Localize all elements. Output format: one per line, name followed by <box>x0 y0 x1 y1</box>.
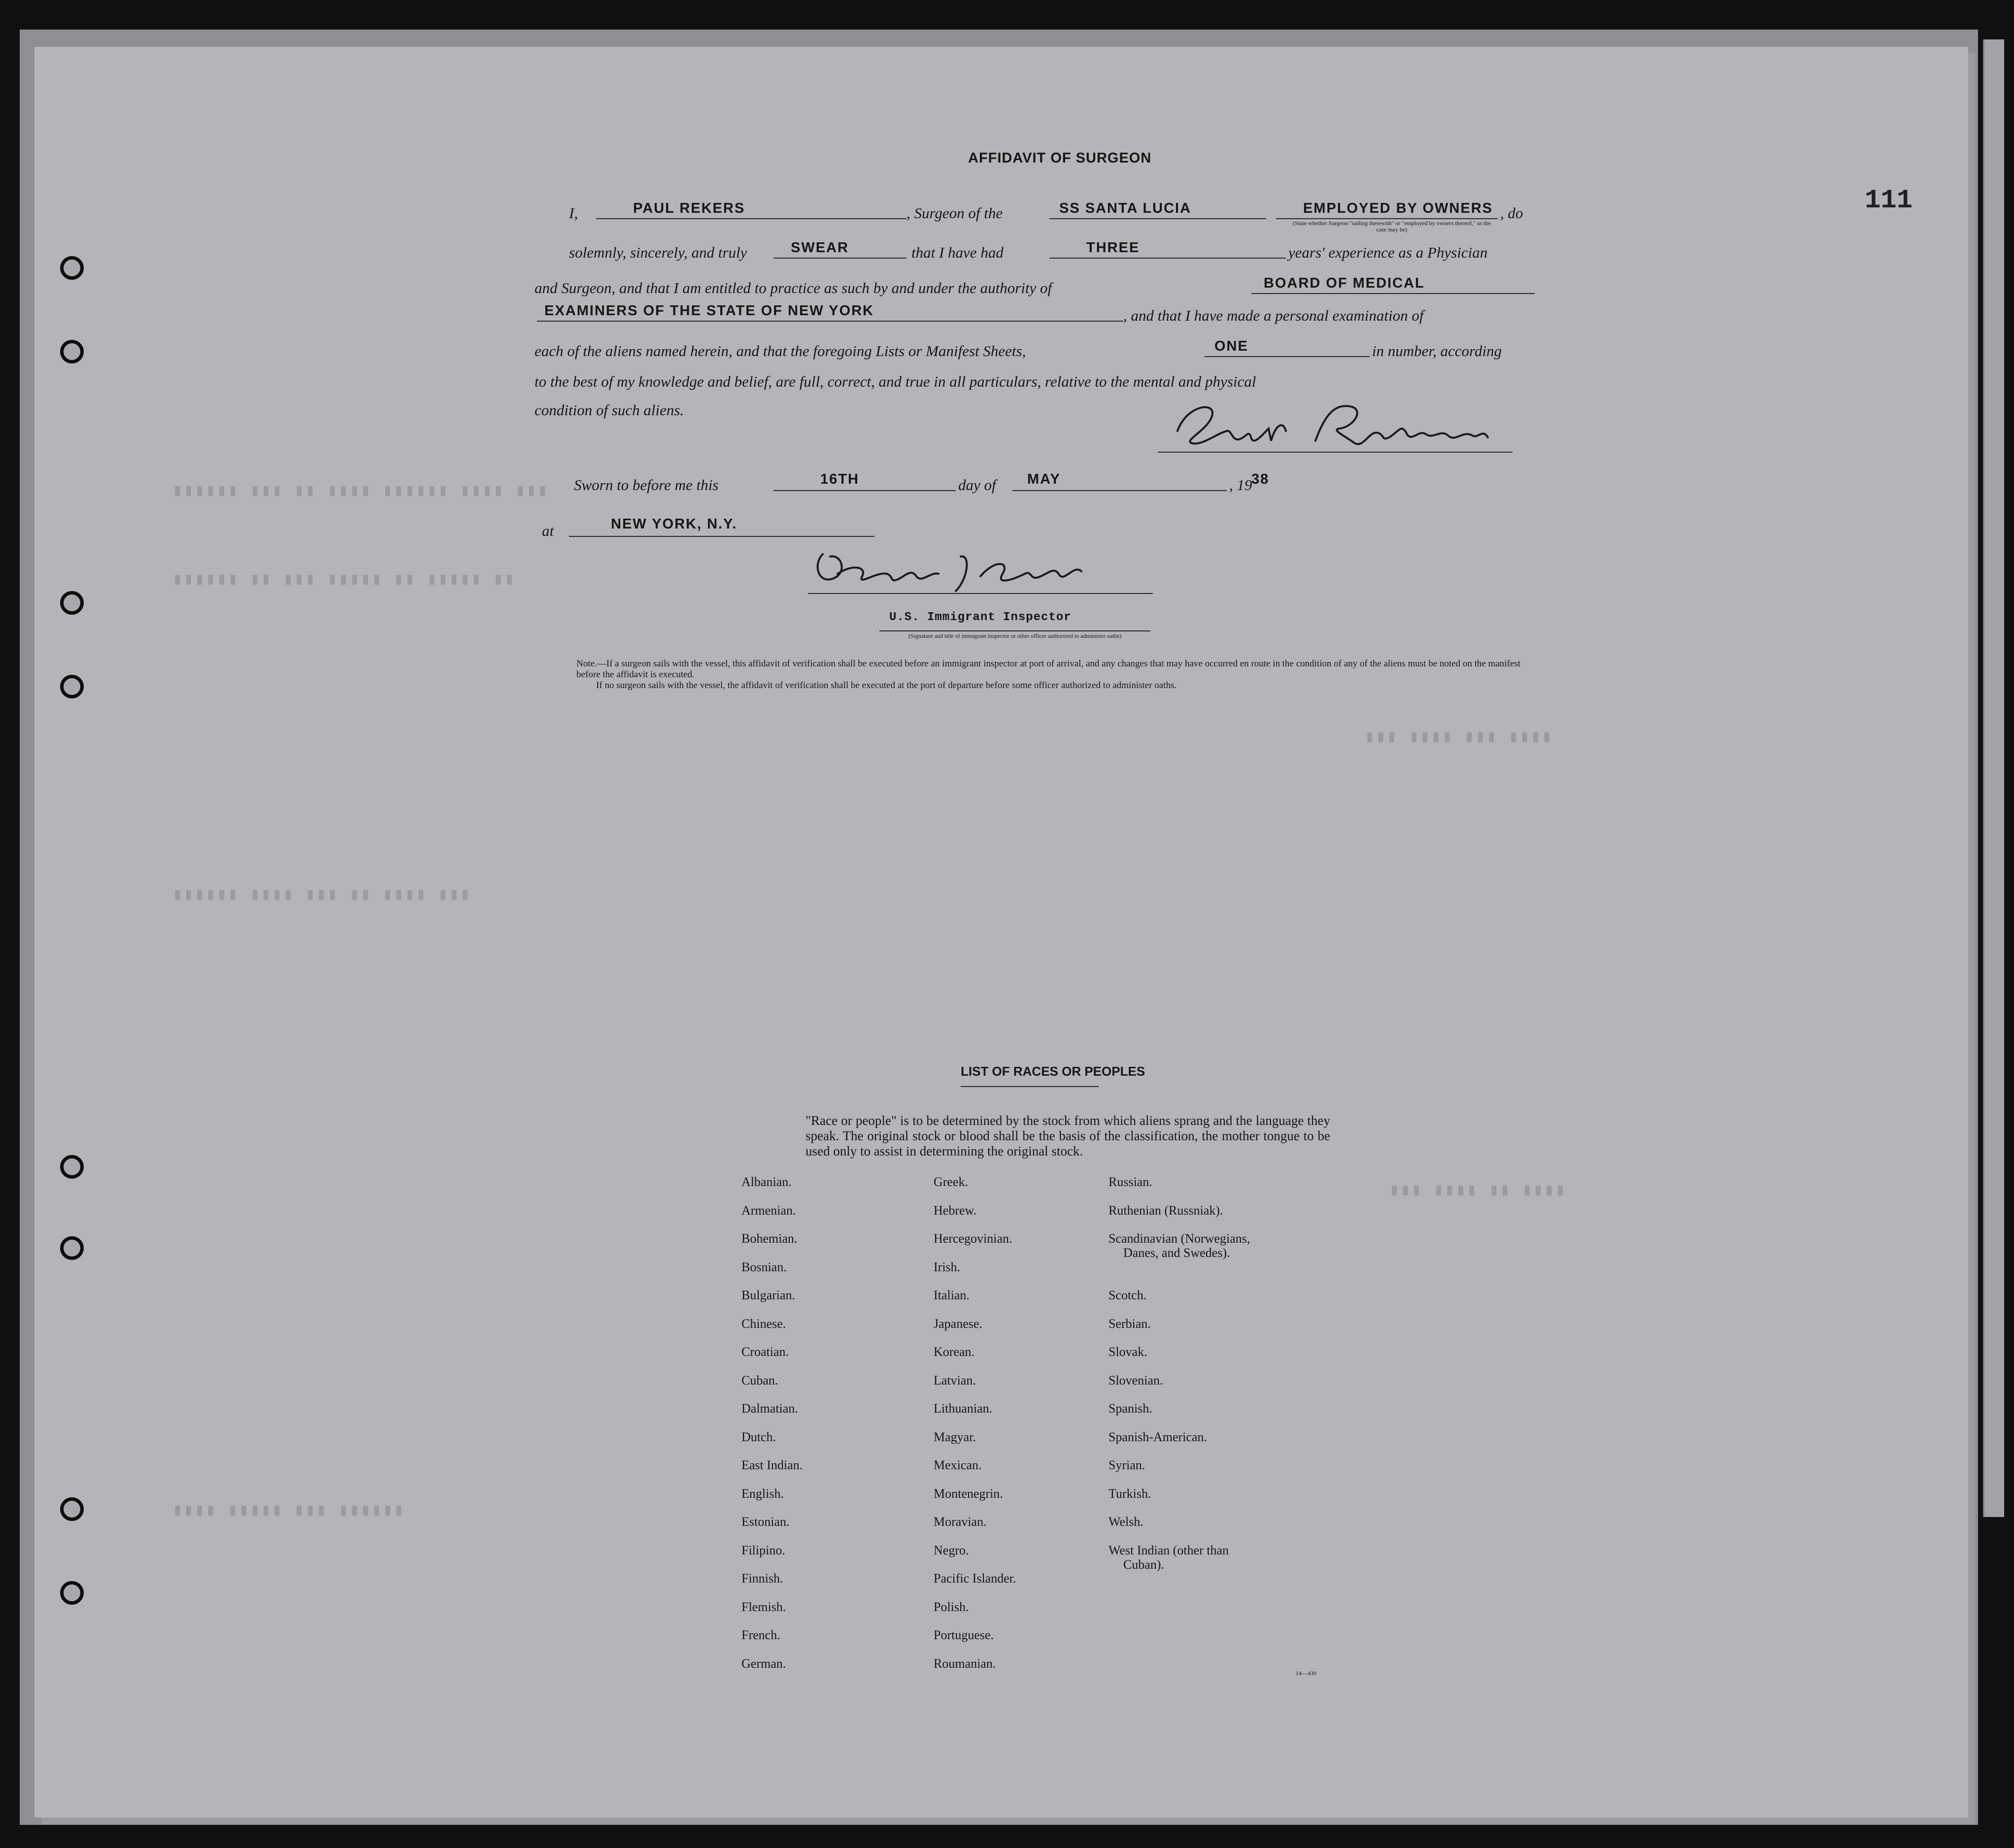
affidavit-text: , do <box>1500 204 1523 222</box>
race-item: Syrian. <box>1108 1458 1145 1472</box>
affidavit-text: day of <box>958 476 996 494</box>
race-item: Montenegrin. <box>934 1486 1003 1501</box>
race-item: Hercegovinian. <box>934 1231 1012 1246</box>
affidavit-text: years' experience as a Physician <box>1288 244 1488 261</box>
affidavit-text: I, <box>569 204 578 222</box>
races-title: LIST OF RACES OR PEOPLES <box>961 1064 1145 1079</box>
race-item: German. <box>741 1656 786 1671</box>
race-item: Danes, and Swedes). <box>1123 1246 1230 1260</box>
bleed-through-row: ▮▮▮▮▮▮ ▮▮▮ ▮▮ ▮▮▮▮ ▮▮▮▮▮▮ ▮▮▮▮ ▮▮▮ <box>172 482 549 501</box>
race-item: Hebrew. <box>934 1203 977 1218</box>
underline <box>879 630 1150 631</box>
race-item: West Indian (other than <box>1108 1543 1229 1557</box>
bleed-through-row: ▮▮▮ ▮▮▮▮ ▮▮ ▮▮▮▮ <box>1389 1182 1567 1200</box>
race-item: Latvian. <box>934 1373 976 1387</box>
sworn-day: 16TH <box>820 471 859 487</box>
affidavit-text: and Surgeon, and that I am entitled to practice as such by and under the authority of <box>535 279 1052 297</box>
binder-hole <box>60 1497 84 1521</box>
affidavit-text: condition of such aliens. <box>535 401 684 419</box>
races-description-text: "Race or people" is to be determined by the stock from which aliens sprang and the language they speak. The original stock or blood shall be the basis of the classification, the mother tongue to be used only to assist in determining the original stock. <box>806 1113 1330 1158</box>
race-item: Ruthenian (Russniak). <box>1108 1203 1223 1218</box>
race-item: Roumanian. <box>934 1656 996 1671</box>
race-item: Scandinavian (Norwegians, <box>1108 1231 1250 1246</box>
underline <box>961 1086 1099 1087</box>
race-item: Mexican. <box>934 1458 982 1472</box>
race-item: Lithuanian. <box>934 1401 993 1416</box>
affidavit-text: Sworn to before me this <box>574 476 719 494</box>
race-item: Spanish-American. <box>1108 1429 1208 1444</box>
authority-line-1: BOARD OF MEDICAL <box>1264 275 1425 291</box>
bleed-through-row: ▮▮▮▮ ▮▮▮▮▮ ▮▮▮ ▮▮▮▮▮▮ <box>172 1502 405 1520</box>
underline <box>596 218 906 219</box>
inspector-title: U.S. Immigrant Inspector <box>889 611 1072 624</box>
employment-instruction: (State whether Surgeon "sailing therewith" or "employed by owners thereof," as the case may be) <box>1293 220 1491 233</box>
race-item: Polish. <box>934 1599 969 1614</box>
affidavit-note <box>576 659 1542 691</box>
race-item: Slovenian. <box>1108 1373 1163 1387</box>
race-item: Magyar. <box>934 1429 976 1444</box>
race-item: Slovak. <box>1108 1345 1147 1359</box>
race-item: Scotch. <box>1108 1288 1147 1302</box>
sheet-count: ONE <box>1214 338 1248 354</box>
page-number: 111 <box>1865 186 1913 216</box>
form-code: 14—430 <box>1296 1670 1316 1677</box>
races-column-3 <box>1108 1175 1250 1585</box>
underline <box>1276 218 1498 219</box>
race-item: Dalmatian. <box>741 1401 798 1416</box>
race-item: Turkish. <box>1108 1486 1151 1501</box>
bleed-through-row: ▮▮▮▮▮▮ ▮▮▮▮ ▮▮▮ ▮▮ ▮▮▮▮ ▮▮▮ <box>172 886 471 905</box>
underline <box>1049 258 1286 259</box>
race-item: Dutch. <box>741 1429 776 1444</box>
race-item: Greek. <box>934 1175 969 1189</box>
race-item: Estonian. <box>741 1515 790 1529</box>
binder-hole <box>60 256 84 280</box>
affidavit-text: each of the aliens named herein, and that the foregoing Lists or Manifest Sheets, <box>535 342 1026 360</box>
underline <box>1205 356 1370 357</box>
race-item: Welsh. <box>1108 1515 1143 1529</box>
bleed-through-row: ▮▮▮▮▮▮ ▮▮ ▮▮▮ ▮▮▮▮▮ ▮▮ ▮▮▮▮▮ ▮▮ <box>172 571 516 590</box>
page-edge-strip <box>1983 39 2004 1517</box>
affidavit-text: to the best of my knowledge and belief, are full, correct, and true in all particulars, relative to the mental and physical <box>535 373 1256 390</box>
manifest-page <box>34 47 1968 1817</box>
authority-line-2: EXAMINERS OF THE STATE OF NEW YORK <box>544 303 874 319</box>
race-item: Pacific Islander. <box>934 1571 1016 1585</box>
race-item: Cuban. <box>741 1373 778 1387</box>
underline <box>773 258 906 259</box>
underline <box>1049 218 1266 219</box>
races-column-1 <box>741 1175 803 1684</box>
race-item: Serbian. <box>1108 1316 1151 1331</box>
race-item: Bohemian. <box>741 1231 798 1246</box>
note-line-1: Note.—If a surgeon sails with the vessel, this affidavit of verification shall be executed before an immigrant inspector at port of arrival, and any changes that may have occurred en route in the condition of any of the aliens must be noted on the manifest before the affidavit is executed. <box>576 659 1521 680</box>
underline <box>773 490 956 491</box>
binder-hole <box>60 340 84 363</box>
race-item: Negro. <box>934 1543 969 1557</box>
underline <box>537 321 1123 322</box>
years-experience: THREE <box>1086 240 1140 256</box>
race-item: Russian. <box>1108 1175 1152 1189</box>
sworn-place: NEW YORK, N.Y. <box>611 516 738 532</box>
affidavit-text: , Surgeon of the <box>906 204 1003 222</box>
binder-hole <box>60 591 84 615</box>
affidavit-text: that I have had <box>911 244 1004 261</box>
underline <box>1012 490 1227 491</box>
employment-status: EMPLOYED BY OWNERS <box>1303 200 1493 216</box>
race-item: East Indian. <box>741 1458 803 1472</box>
bleed-through-row: ▮▮▮ ▮▮▮▮ ▮▮▮ ▮▮▮▮ <box>1365 728 1553 747</box>
race-item: Armenian. <box>741 1203 796 1218</box>
race-item: Filipino. <box>741 1543 785 1557</box>
binder-hole <box>60 675 84 698</box>
race-item: Spanish. <box>1108 1401 1152 1416</box>
inspector-instruction: (Signature and title of immigrant inspector or other officer authorized to administer oaths) <box>908 632 1122 639</box>
race-item: Croatian. <box>741 1345 789 1359</box>
affidavit-text: at <box>542 522 554 539</box>
race-item: Moravian. <box>934 1515 987 1529</box>
races-description <box>776 1113 1330 1159</box>
vessel-name: SS SANTA LUCIA <box>1059 200 1192 216</box>
race-item: Bosnian. <box>741 1259 787 1274</box>
affidavit-text: in number, according <box>1372 342 1502 360</box>
surgeon-name: PAUL REKERS <box>633 200 745 216</box>
race-item: Korean. <box>934 1345 975 1359</box>
inspector-signature <box>808 544 1153 598</box>
race-item: Bulgarian. <box>741 1288 796 1302</box>
underline <box>1251 293 1535 294</box>
note-line-2: If no surgeon sails with the vessel, the affidavit of verification shall be executed at the port of departure before some officer authorized to administer oaths. <box>596 680 1177 691</box>
race-item: Chinese. <box>741 1316 786 1331</box>
race-item: French. <box>741 1628 780 1642</box>
affidavit-text: , 19 <box>1229 476 1252 494</box>
oath-word: SWEAR <box>791 240 849 256</box>
race-item: Italian. <box>934 1288 970 1302</box>
underline <box>569 536 874 537</box>
race-item: English. <box>741 1486 784 1501</box>
races-column-2 <box>934 1175 1016 1684</box>
sworn-year: 38 <box>1251 471 1270 487</box>
affidavit-text: solemnly, sincerely, and truly <box>569 244 747 261</box>
race-item: Flemish. <box>741 1599 786 1614</box>
race-item: Portuguese. <box>934 1628 994 1642</box>
affidavit-text: , and that I have made a personal examination of <box>1123 307 1424 324</box>
binder-hole <box>60 1581 84 1605</box>
race-item: Finnish. <box>741 1571 783 1585</box>
race-item: Albanian. <box>741 1175 792 1189</box>
race-item: Cuban). <box>1123 1557 1165 1572</box>
binder-hole <box>60 1236 84 1260</box>
race-item: Japanese. <box>934 1316 982 1331</box>
affidavit-title: AFFIDAVIT OF SURGEON <box>968 150 1152 166</box>
surgeon-signature <box>1158 394 1512 458</box>
sworn-month: MAY <box>1027 471 1061 487</box>
race-item: Irish. <box>934 1259 961 1274</box>
binder-hole <box>60 1155 84 1179</box>
